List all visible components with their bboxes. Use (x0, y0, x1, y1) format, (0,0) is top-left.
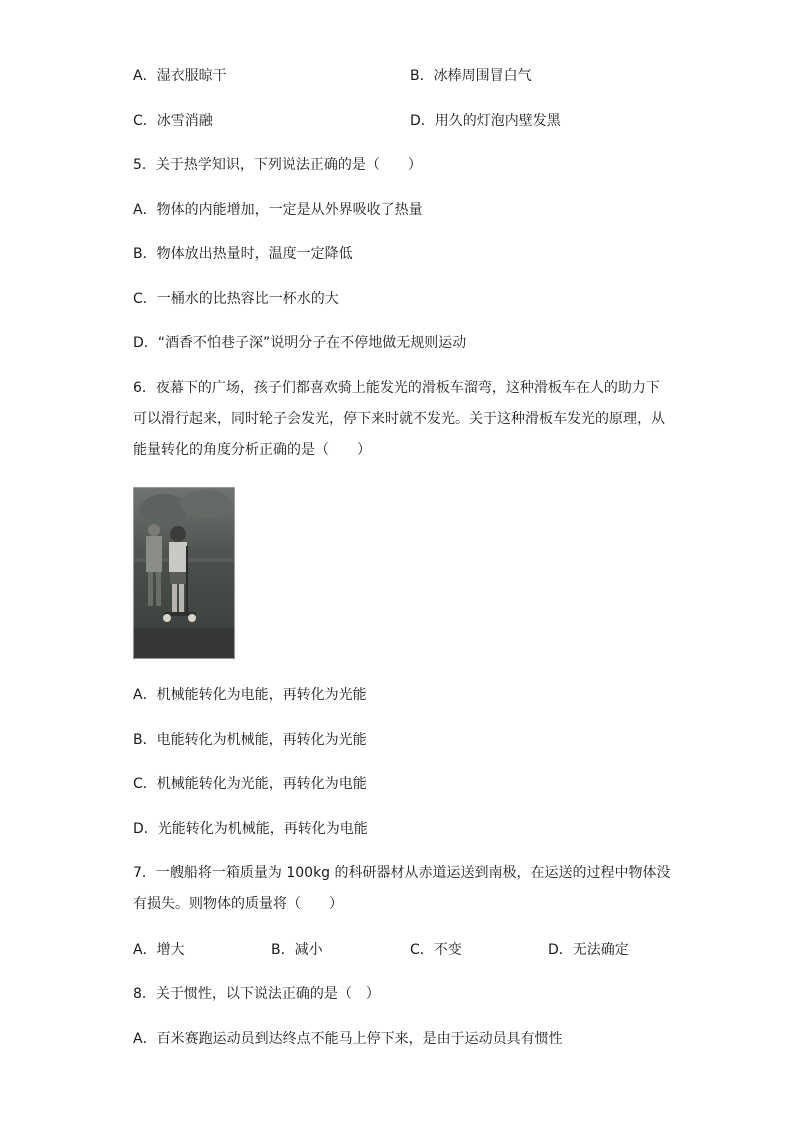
q6-option-a: A．机械能转化为电能，再转化为光能 (133, 687, 367, 703)
q4-option-c: C．冰雪消融 (133, 113, 213, 129)
q7-option-b: B．减小 (271, 942, 323, 958)
q7-option-a: A．增大 (133, 942, 185, 958)
q4-option-b: B．冰棒周围冒白气 (410, 68, 532, 84)
q5-stem: 5．关于热学知识，下列说法正确的是（ ） (133, 157, 422, 173)
q6-option-b: B．电能转化为机械能，再转化为光能 (133, 732, 367, 748)
q6-stem-line-3: 能量转化的角度分析正确的是（ ） (133, 442, 371, 458)
q6-option-d: D．光能转化为机械能，再转化为电能 (133, 821, 368, 837)
q5-option-b: B．物体放出热量时，温度一定降低 (133, 246, 353, 262)
q6-option-c: C．机械能转化为光能，再转化为电能 (133, 776, 367, 792)
q6-stem-line-1: 6．夜幕下的广场，孩子们都喜欢骑上能发光的滑板车溜弯，这种滑板车在人的助力下 (133, 380, 660, 396)
q4-option-a: A．湿衣服晾干 (133, 68, 227, 84)
q7-option-d: D．无法确定 (548, 942, 629, 958)
q4-option-d: D．用久的灯泡内壁发黑 (410, 113, 561, 129)
q7-stem-line-1: 7．一艘船将一箱质量为 100kg 的科研器材从赤道运送到南极，在运送的过程中物体没 (133, 865, 671, 881)
q5-option-a: A．物体的内能增加，一定是从外界吸收了热量 (133, 202, 423, 218)
q7-stem-line-2: 有损失。则物体的质量将（ ） (133, 896, 343, 912)
scooter-photo (133, 487, 235, 659)
q6-stem-line-2: 可以滑行起来，同时轮子会发光，停下来时就不发光。关于这种滑板车发光的原理，从 (133, 411, 665, 427)
q8-option-a: A．百米赛跑运动员到达终点不能马上停下来，是由于运动员具有惯性 (133, 1031, 563, 1047)
q5-option-c: C．一桶水的比热容比一杯水的大 (133, 291, 339, 307)
q5-option-d: D．“酒香不怕巷子深”说明分子在不停地做无规则运动 (133, 335, 467, 351)
q8-stem: 8．关于惯性，以下说法正确的是（ ） (133, 986, 380, 1002)
q7-option-c: C．不变 (410, 942, 462, 958)
